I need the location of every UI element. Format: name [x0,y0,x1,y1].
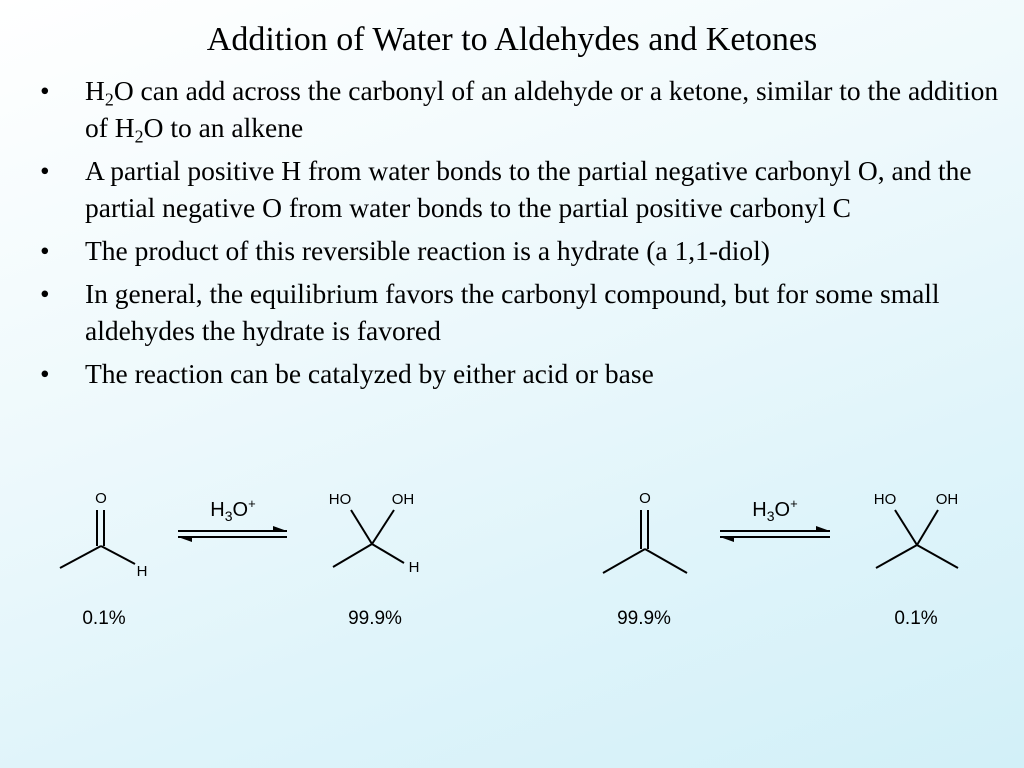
hydrate-hydrogen-label: H [408,559,420,576]
bullet-item-4 [40,275,1000,349]
aldehyde-oxygen-label: O [95,490,107,507]
hydrate-ho-label: HO [328,491,352,508]
bullet-3-text: The product of this reversible reaction is a hydrate (a 1,1-diol) [85,235,770,266]
bullet-1-part-b: O can add across the carbonyl of an aldehyde or a ketone, similar to the addition of H [85,75,999,143]
bullet-item-3 [40,232,1000,269]
reagent-sup-1: + [248,496,256,511]
reagent-sub-2: 3 [766,508,775,524]
bullet-item-1 [40,72,1000,146]
aldehyde-hydrate-structure [333,510,404,567]
ketone-percent: 99.9% [617,608,671,629]
reagent-label-1 [210,496,255,524]
aldehyde-hydrogen-label: H [136,563,148,580]
bullet-1-subscript-b: 2 [134,126,144,147]
reagent-sup-2: + [790,496,798,511]
bullet-1-subscript-a: 2 [104,89,114,110]
bullet-2-text: A partial positive H from water bonds to the partial negative carbonyl O, and the partial negative O from water bonds to the partial positive carbonyl C [85,155,972,223]
aldehyde-percent: 0.1% [82,608,126,629]
bullet-1-part-a: H [85,75,105,106]
bullet-5-text: The reaction can be catalyzed by either acid or base [85,358,654,389]
ketone-hydrate-ho-label: HO [873,491,897,508]
hydrate-oh-label: OH [391,491,415,508]
reagent-h-1: H [210,499,225,521]
acetaldehyde-structure [60,510,135,568]
reagent-o-1: O [232,499,249,521]
bullet-dot: • [40,155,50,186]
reagent-sub-1: 3 [224,508,233,524]
equilibrium-arrow-2 [720,496,830,542]
reagent-label-2 [752,496,797,524]
slide-title: Addition of Water to Aldehydes and Ketones [206,21,818,58]
bullet-1-part-c: O to an alkene [143,112,304,143]
ketone-hydrate-structure [876,510,958,568]
equilibrium-arrow-1 [178,496,287,542]
acetone-structure [603,510,687,573]
ketone-hydrate-oh-label: OH [935,491,959,508]
bullet-dot: • [40,358,50,389]
reagent-h-2: H [752,499,767,521]
ketone-hydrate-percent: 0.1% [894,608,938,629]
aldehyde-hydrate-percent: 99.9% [348,608,402,629]
bullet-dot: • [40,75,50,106]
ketone-oxygen-label: O [639,490,651,507]
bullet-list [40,72,1000,398]
reagent-o-2: O [774,499,791,521]
bullet-item-2 [40,152,1000,226]
bullet-4-text: In general, the equilibrium favors the carbonyl compound, but for some small aldehydes the hydrate is favored [85,278,940,346]
bullet-item-5 [40,355,1000,392]
bullet-dot: • [40,235,50,266]
bullet-dot: • [40,278,50,309]
